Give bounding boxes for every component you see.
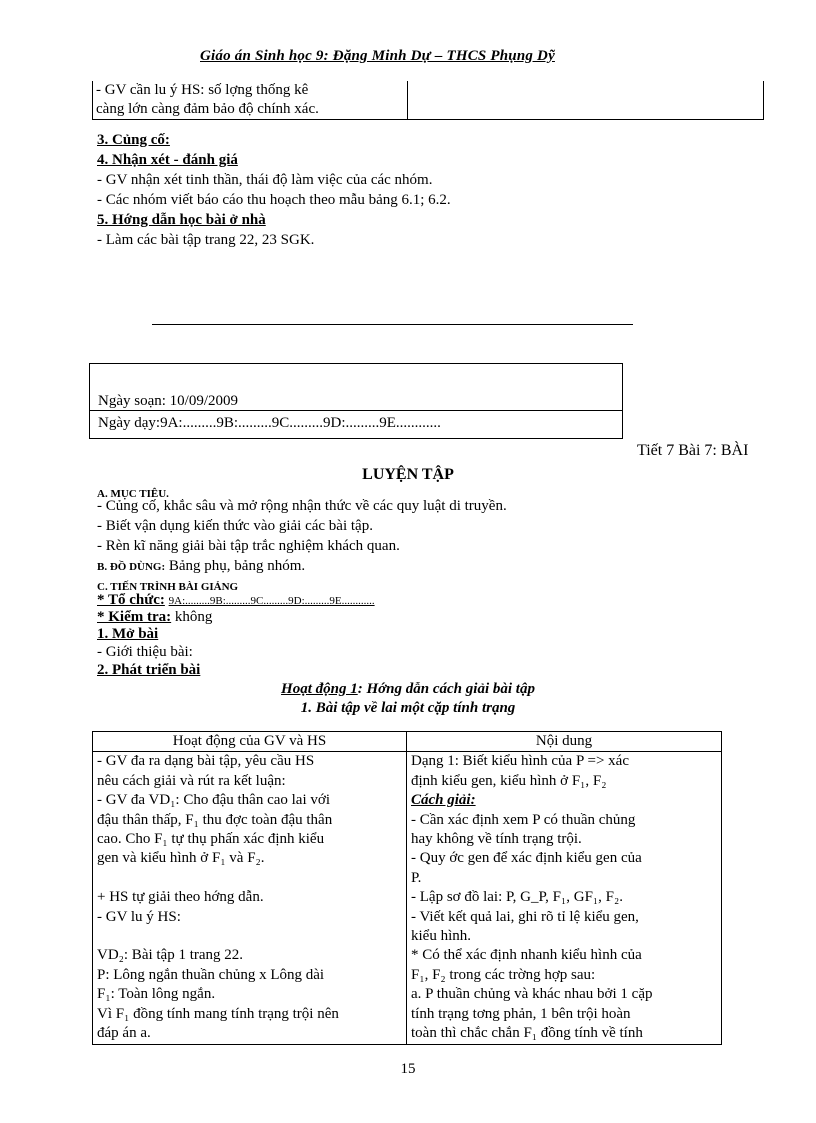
do-dung-value: Bảng phụ, bảng nhóm. — [168, 558, 306, 574]
left-line: P: Lông ngắn thuần chủng x Lông dài — [97, 966, 325, 983]
muc-tieu-heading: A. MỤC TIÊU. — [97, 488, 169, 500]
left-line: + HS tự giải theo hớng dẫn. — [97, 889, 264, 906]
mo-bai: 1. Mở bài — [97, 626, 159, 642]
right-line: hay không về tính trạng trội. — [411, 831, 582, 848]
activity-label: Hoạt động 1 — [281, 681, 358, 697]
left-line: đáp án a. — [97, 1025, 151, 1042]
kiem-tra-label: * Kiểm tra: — [97, 609, 172, 625]
left-line: - GV lu ý HS: — [97, 908, 181, 925]
right-line: * Có thể xác định nhanh kiểu hình của — [411, 947, 642, 964]
section-huong-dan: 5. Hớng dẫn học bài ở nhà — [97, 212, 266, 228]
lesson-number: Tiết 7 Bài 7: BÀI — [637, 442, 749, 459]
page-header: Giáo án Sinh học 9: Đặng Minh Dự – THCS Phụng Dỹ — [200, 48, 555, 64]
kiem-tra-value: không — [174, 609, 213, 625]
muc-tieu-item: - Biết vận dụng kiến thức vào giải các bài tập. — [97, 518, 373, 534]
activity-subtitle: 1. Bài tập về lai một cặp tính trạng — [300, 700, 516, 716]
left-line: nêu cách giải và rút ra kết luận: — [97, 772, 286, 789]
tien-trinh-heading: C. TIẾN TRÌNH BÀI GIẢNG — [97, 581, 239, 593]
right-line: - Lập sơ đồ lai: P, G_P, F₁, GF₁, F₂. — [411, 889, 623, 906]
section-cung-co: 3. Củng cố: — [97, 132, 170, 148]
col-header-right: Nội dung — [407, 732, 722, 752]
left-line: - GV đa ra dạng bài tập, yêu cầu HS — [97, 753, 315, 770]
phat-trien: 2. Phát triển bài — [97, 662, 201, 678]
do-dung-label: B. ĐỒ DÙNG: — [97, 561, 166, 573]
right-line: a. P thuần chủng và khác nhau bởi 1 cặp — [411, 986, 653, 1003]
ngay-soan: Ngày soạn: 10/09/2009 — [98, 393, 238, 409]
left-line: gen và kiểu hình ở F₁ và F₂. — [97, 850, 265, 867]
section-divider — [152, 324, 633, 325]
continuation-line: càng lớn càng đảm bảo độ chính xác. — [96, 101, 319, 117]
right-line: định kiểu gen, kiểu hình ở F₁, F₂ — [411, 772, 607, 789]
right-line: P. — [411, 869, 422, 886]
left-line: F₁: Toàn lông ngắn. — [97, 986, 216, 1003]
right-line: kiểu hình. — [411, 928, 471, 945]
left-line: Vì F₁ đồng tính mang tính trạng trội nên — [97, 1005, 339, 1022]
left-content-cell — [93, 752, 407, 1044]
left-line — [97, 927, 402, 946]
ngay-day: Ngày dạy:9A:.........9B:.........9C.........9D:.........9E............ — [98, 415, 441, 431]
huong-dan-item: - Làm các bài tập trang 22, 23 SGK. — [97, 232, 315, 248]
muc-tieu-item: - Rèn kĩ năng giải bài tập trắc nghiệm khách quan. — [97, 538, 400, 554]
right-line: toàn thì chắc chắn F₁ đồng tính về tính — [411, 1025, 643, 1042]
right-line: Cách giải: — [411, 792, 476, 809]
left-line: - GV đa VD₁: Cho đậu thân cao lai với — [97, 792, 330, 809]
activity-title — [0, 681, 816, 698]
left-line: đậu thân thấp, F₁ thu đợc toàn đậu thân — [97, 811, 333, 828]
left-line: cao. Cho F₁ tự thụ phấn xác định kiểu — [97, 831, 325, 848]
right-line: - Viết kết quả lai, ghi rõ tỉ lệ kiểu gen, — [411, 908, 639, 925]
right-line: - Quy ớc gen để xác định kiểu gen của — [411, 850, 642, 867]
section-nhan-xet: 4. Nhận xét - đánh giá — [97, 152, 238, 168]
lesson-title: LUYỆN TẬP — [362, 466, 454, 483]
right-line: - Cần xác định xem P có thuần chủng — [411, 811, 636, 828]
right-line: tính trạng tơng phản, 1 bên trội hoàn — [411, 1005, 631, 1022]
activity-rest: : Hớng dẫn cách giải bài tập — [357, 681, 535, 697]
continuation-table — [92, 81, 764, 120]
lesson-info-box — [89, 363, 623, 439]
left-line — [97, 869, 402, 888]
right-content-cell — [407, 752, 722, 1044]
left-line: VD₂: Bài tập 1 trang 22. — [97, 947, 244, 964]
nhan-xet-item: - Các nhóm viết báo cáo thu hoạch theo mẫu bảng 6.1; 6.2. — [97, 192, 451, 208]
page-number: 15 — [400, 1061, 416, 1077]
continuation-left-cell — [93, 81, 408, 120]
to-chuc-value: 9A:.........9B:.........9C.........9D:.........9E............ — [168, 595, 375, 607]
nhan-xet-item: - GV nhận xét tinh thần, thái độ làm việc của các nhóm. — [97, 172, 433, 188]
continuation-line: - GV cần lu ý HS: số lợng thống kê — [96, 82, 309, 98]
right-line: F₁, F₂ trong các trờng hợp sau: — [411, 966, 596, 983]
do-dung-row — [97, 557, 305, 577]
col-header-left: Hoạt động của GV và HS — [93, 732, 407, 752]
gioi-thieu: - Giới thiệu bài: — [97, 644, 193, 660]
continuation-right-cell — [408, 81, 764, 120]
muc-tieu-item: - Củng cố, khắc sâu và mở rộng nhận thức về các quy luật di truyền. — [97, 498, 507, 514]
box-divider — [90, 410, 622, 411]
to-chuc-label: * Tổ chức: — [97, 592, 165, 608]
activity-table — [92, 731, 722, 1045]
right-line: Dạng 1: Biết kiểu hình của P => xác — [411, 753, 629, 770]
